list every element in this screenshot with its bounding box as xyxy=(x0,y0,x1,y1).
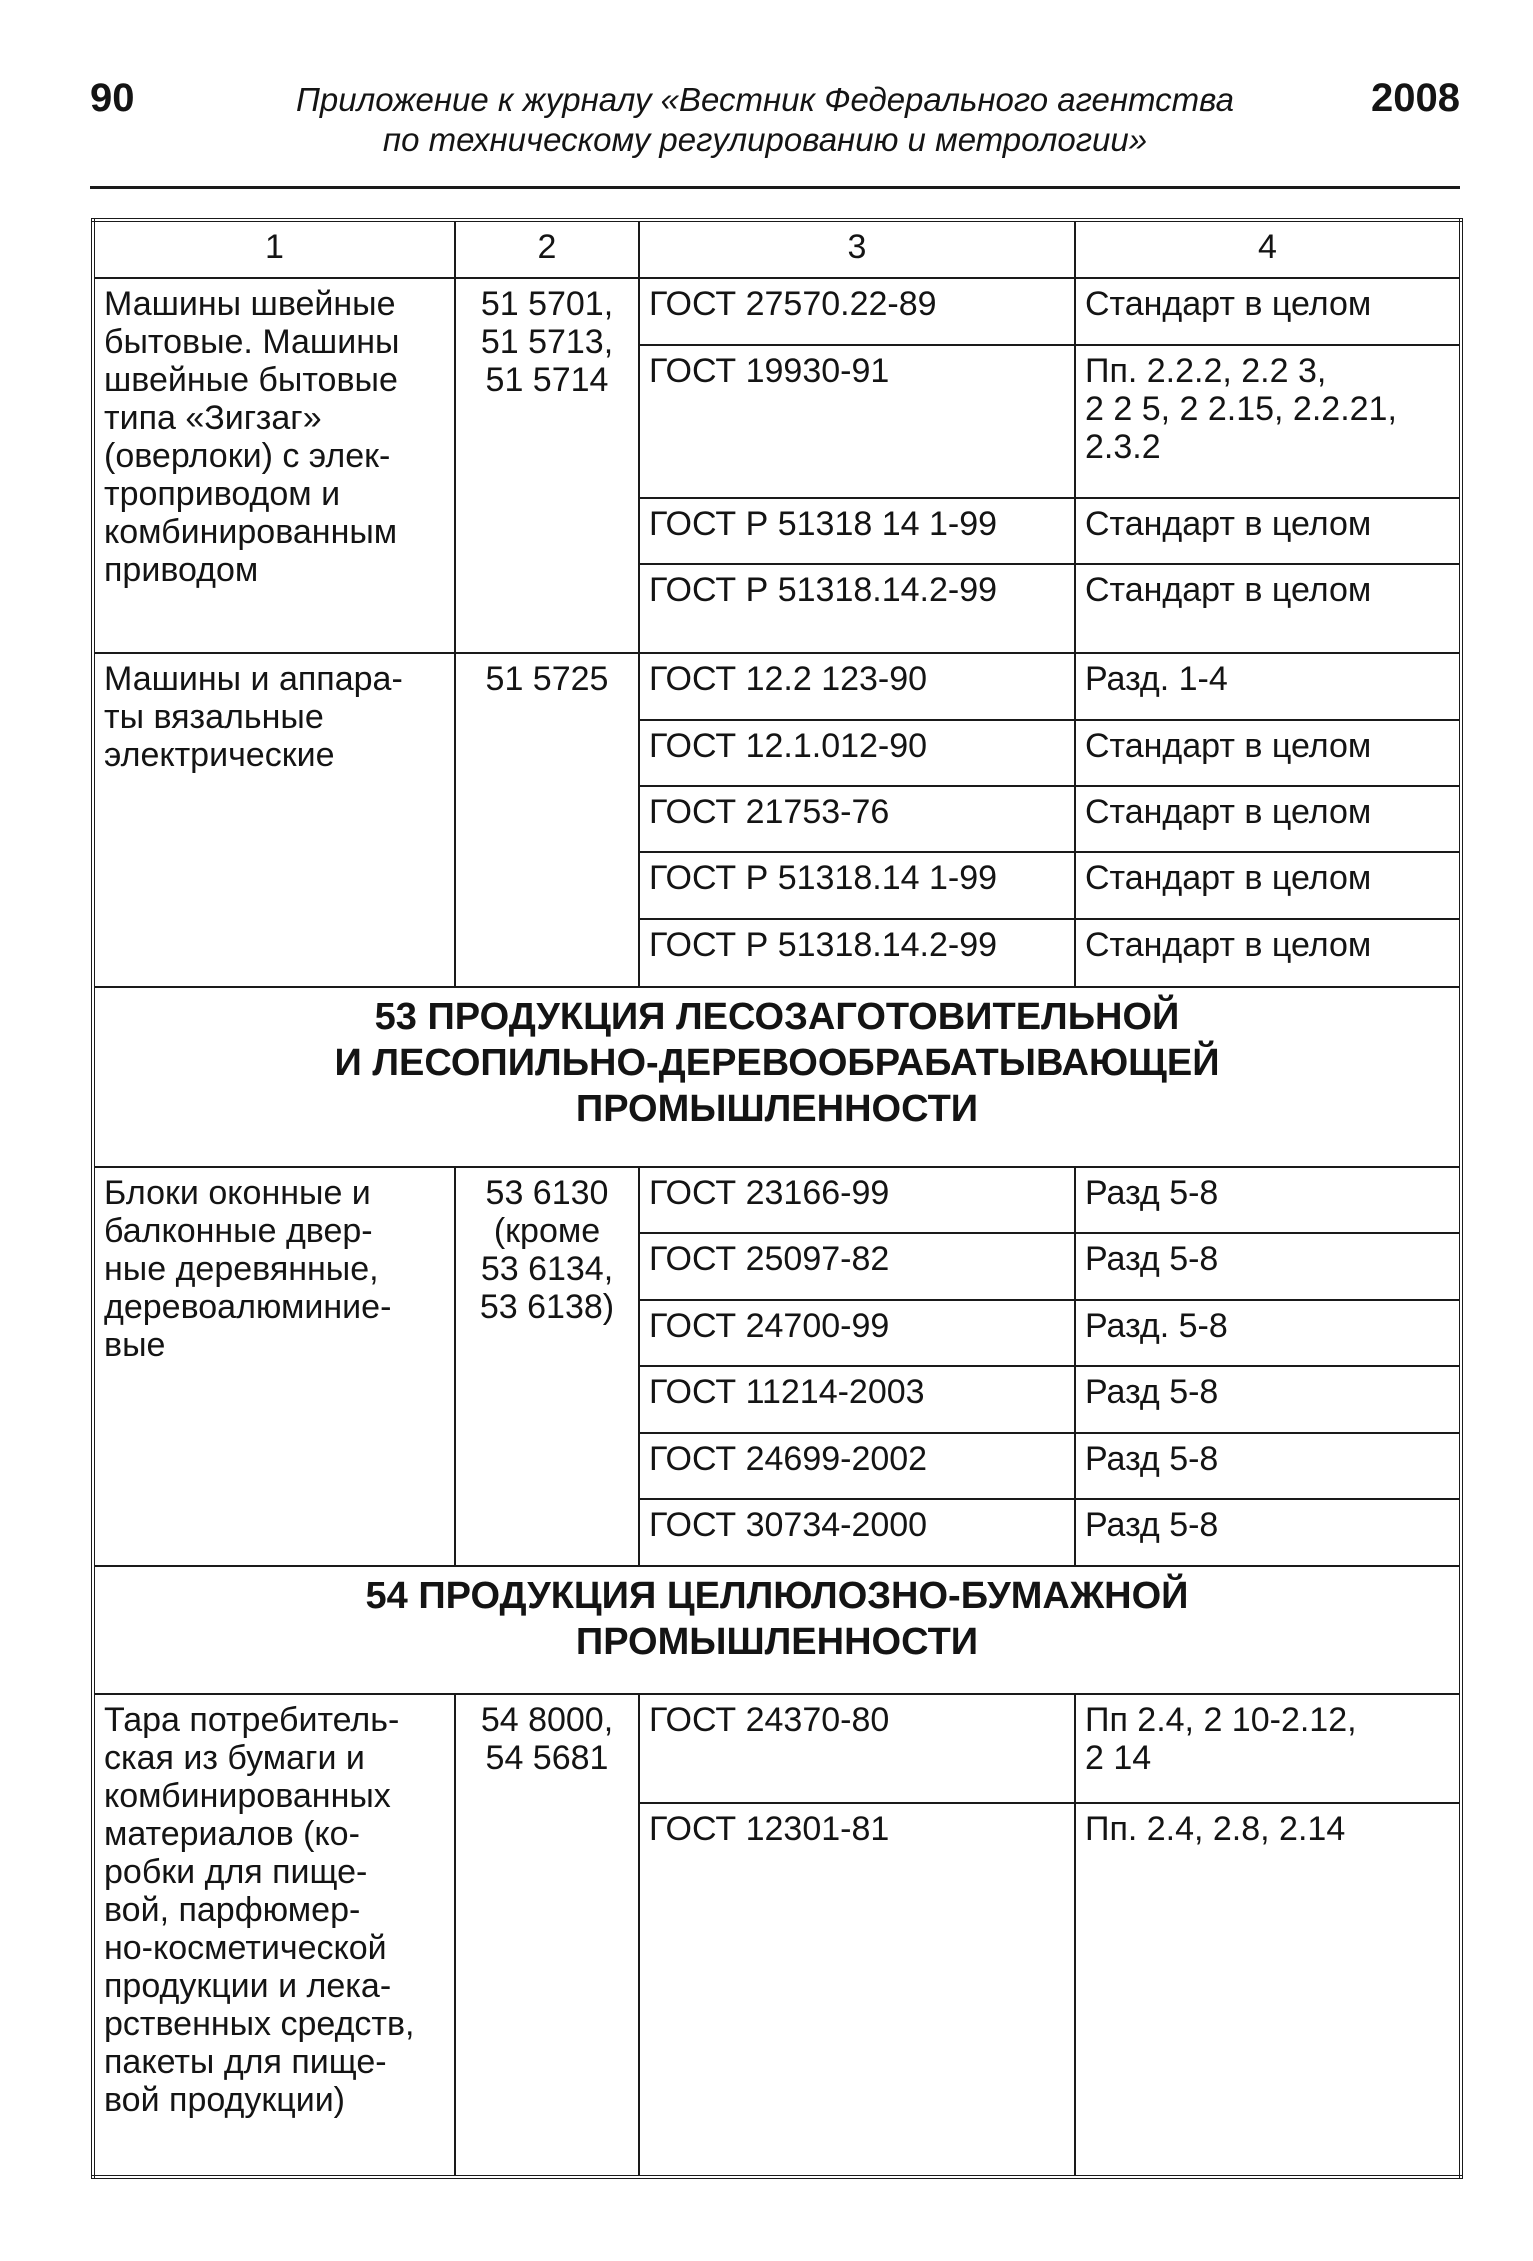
page-number: 90 xyxy=(90,76,135,120)
section-54-heading: 54 ПРОДУКЦИЯ ЦЕЛЛЮЛОЗНО-БУМАЖНОЙ ПРОМЫШЛЕННОСТИ xyxy=(93,1566,1461,1695)
scope-cell: Разд 5-8 xyxy=(1075,1433,1461,1499)
scope-cell: Стандарт в целом xyxy=(1075,919,1461,987)
table-row xyxy=(93,278,1461,344)
scope-cell: Стандарт в целом xyxy=(1075,786,1461,852)
product-cell: Машины швейные бытовые. Машины швейные бытовые типа «Зигзаг» (оверлоки) с элек- троприводом и комбинированным приводом xyxy=(93,278,455,653)
journal-title-line-1: Приложение к журналу «Вестник Федерального агентства xyxy=(295,81,1235,118)
page-year: 2008 xyxy=(1371,76,1460,120)
section-heading-row xyxy=(93,1566,1461,1695)
scope-cell: Стандарт в целом xyxy=(1075,278,1461,344)
scope-cell: Разд. 5-8 xyxy=(1075,1300,1461,1366)
scope-cell: Разд 5-8 xyxy=(1075,1499,1461,1565)
standard-cell: ГОСТ Р 51318.14 1-99 xyxy=(639,852,1075,918)
standard-cell: ГОСТ Р 51318 14 1-99 xyxy=(639,498,1075,564)
standard-cell: ГОСТ 12.1.012-90 xyxy=(639,720,1075,786)
scope-cell: Пп 2.4, 2 10-2.12, 2 14 xyxy=(1075,1694,1461,1803)
standard-cell: ГОСТ 24699-2002 xyxy=(639,1433,1075,1499)
table-row xyxy=(93,653,1461,719)
section-heading-row xyxy=(93,987,1461,1166)
scope-cell: Пп. 2.4, 2.8, 2.14 xyxy=(1075,1803,1461,2177)
scope-cell: Стандарт в целом xyxy=(1075,564,1461,653)
column-header-3: 3 xyxy=(639,220,1075,278)
scope-cell: Разд 5-8 xyxy=(1075,1366,1461,1432)
standard-cell: ГОСТ 27570.22-89 xyxy=(639,278,1075,344)
column-header-1: 1 xyxy=(93,220,455,278)
product-cell: Блоки оконные и балконные двер- ные деревянные, деревоалюминие- вые xyxy=(93,1167,455,1566)
standard-cell: ГОСТ 30734-2000 xyxy=(639,1499,1075,1565)
standard-cell: ГОСТ 19930-91 xyxy=(639,345,1075,498)
section-53-heading: 53 ПРОДУКЦИЯ ЛЕСОЗАГОТОВИТЕЛЬНОЙ И ЛЕСОПИЛЬНО-ДЕРЕВООБРАБАТЫВАЮЩЕЙ ПРОМЫШЛЕННОСТИ xyxy=(93,987,1461,1166)
table-row xyxy=(93,1167,1461,1233)
product-code-cell: 51 5701, 51 5713, 51 5714 xyxy=(455,278,639,653)
standard-cell: ГОСТ 24370-80 xyxy=(639,1694,1075,1803)
standard-cell: ГОСТ 12.2 123-90 xyxy=(639,653,1075,719)
scope-cell: Разд 5-8 xyxy=(1075,1167,1461,1233)
scope-cell: Стандарт в целом xyxy=(1075,720,1461,786)
journal-title xyxy=(210,80,1320,160)
scope-cell: Стандарт в целом xyxy=(1075,498,1461,564)
product-code-cell: 54 8000, 54 5681 xyxy=(455,1694,639,2177)
standard-cell: ГОСТ 21753-76 xyxy=(639,786,1075,852)
column-header-row xyxy=(93,220,1461,278)
page-header xyxy=(90,70,1460,189)
column-header-4: 4 xyxy=(1075,220,1461,278)
standard-cell: ГОСТ 12301-81 xyxy=(639,1803,1075,2177)
table-row xyxy=(93,1694,1461,1803)
journal-title-line-2: по техническому регулированию и метрологии» xyxy=(382,121,1148,158)
scope-cell: Стандарт в целом xyxy=(1075,852,1461,918)
standard-cell: ГОСТ 24700-99 xyxy=(639,1300,1075,1366)
standard-cell: ГОСТ 23166-99 xyxy=(639,1167,1075,1233)
scope-cell: Разд. 1-4 xyxy=(1075,653,1461,719)
standard-cell: ГОСТ Р 51318.14.2-99 xyxy=(639,919,1075,987)
standard-cell: ГОСТ Р 51318.14.2-99 xyxy=(639,564,1075,653)
standard-cell: ГОСТ 11214-2003 xyxy=(639,1366,1075,1432)
column-header-2: 2 xyxy=(455,220,639,278)
scope-cell: Разд 5-8 xyxy=(1075,1233,1461,1299)
product-code-cell: 51 5725 xyxy=(455,653,639,987)
product-cell: Машины и аппара- ты вязальные электрические xyxy=(93,653,455,987)
standard-cell: ГОСТ 25097-82 xyxy=(639,1233,1075,1299)
standards-table xyxy=(91,218,1463,2179)
product-cell: Тара потребитель- ская из бумаги и комбинированных материалов (ко- робки для пище- вой, парфюмер- но-косметической продукции и лека- рственных средств, пакеты для пище- вой продукции) xyxy=(93,1694,455,2177)
product-code-cell: 53 6130 (кроме 53 6134, 53 6138) xyxy=(455,1167,639,1566)
scope-cell: Пп. 2.2.2, 2.2 3, 2 2 5, 2 2.15, 2.2.21, 2.3.2 xyxy=(1075,345,1461,498)
